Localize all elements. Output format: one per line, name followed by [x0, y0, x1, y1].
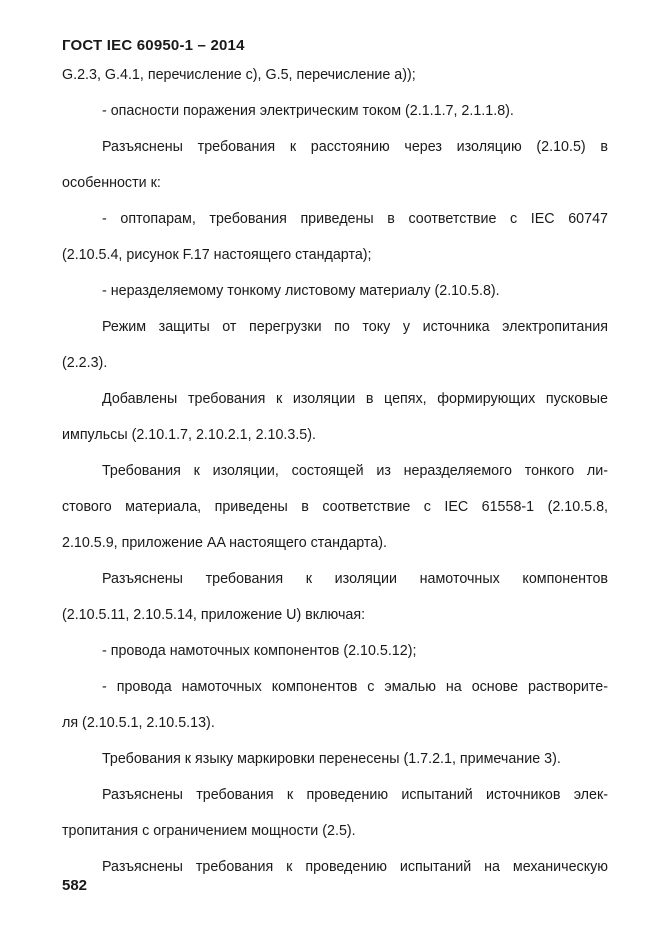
text-line: - неразделяемому тонкому листовому материалу (2.10.5.8). — [102, 283, 500, 299]
text-line: (2.2.3). — [62, 355, 108, 371]
text-line: особенности к: — [62, 175, 161, 191]
text-line: 2.10.5.9, приложение AA настоящего стандарта). — [62, 535, 388, 551]
text-line: Режим защиты от перегрузки по току у источника электропитания — [102, 319, 608, 335]
text-line: Требования к изоляции, состоящей из неразделяемого тонкого ли- — [102, 463, 608, 479]
text-line: - оптопарам, требования приведены в соответствие с IEC 60747 — [102, 211, 608, 227]
text-line: - опасности поражения электрическим током (2.1.1.7, 2.1.1.8). — [102, 103, 514, 119]
text-line: - провода намоточных компонентов с эмалью на основе растворите- — [102, 679, 608, 695]
text-line: (2.10.5.11, 2.10.5.14, приложение U) включая: — [62, 607, 366, 623]
text-line: Разъяснены требования к изоляции намоточных компонентов — [102, 571, 608, 587]
text-line: ля (2.10.5.1, 2.10.5.13). — [62, 715, 215, 731]
text-line: тропитания с ограничением мощности (2.5). — [62, 823, 356, 839]
text-line: - провода намоточных компонентов (2.10.5.12); — [102, 643, 417, 659]
text-line: импульсы (2.10.1.7, 2.10.2.1, 2.10.3.5). — [62, 427, 316, 443]
text-line: (2.10.5.4, рисунок F.17 настоящего стандарта); — [62, 247, 372, 263]
text-line: Разъяснены требования к проведению испытаний на механическую — [102, 859, 608, 875]
text-line: G.2.3, G.4.1, перечисление c), G.5, перечисление a)); — [62, 67, 416, 83]
text-line: Добавлены требования к изоляции в цепях, формирующих пусковые — [102, 391, 608, 407]
text-line: Требования к языку маркировки перенесены (1.7.2.1, примечание 3). — [102, 751, 561, 767]
text-line: стового материала, приведены в соответствие с IEC 61558-1 (2.10.5.8, — [62, 499, 608, 515]
page-number: 582 — [62, 877, 88, 894]
document-header: ГОСТ IEC 60950-1 – 2014 — [62, 37, 245, 54]
text-line: Разъяснены требования к проведению испытаний источников элек- — [102, 787, 608, 803]
document-body — [62, 58, 608, 886]
text-line: Разъяснены требования к расстоянию через изоляцию (2.10.5) в — [102, 139, 608, 155]
